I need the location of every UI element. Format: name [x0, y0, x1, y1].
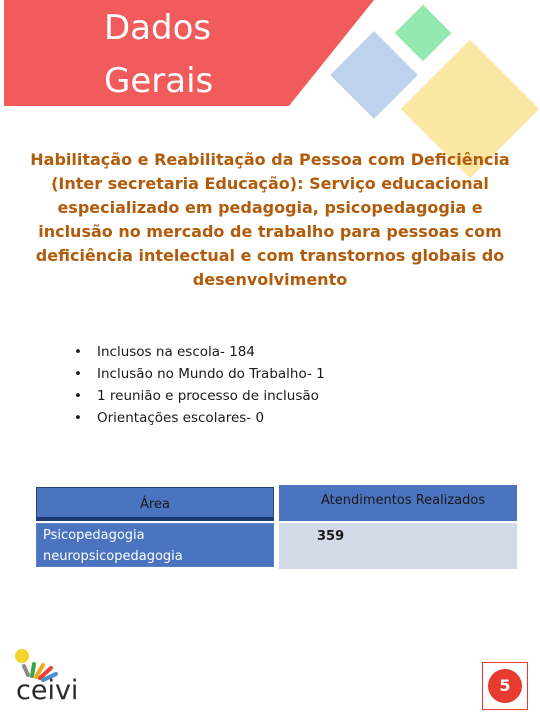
table-header-area-label: Área	[140, 497, 170, 512]
area-line1: Psicopedagogia	[43, 528, 145, 543]
table-header-atendimentos-label: Atendimentos Realizados	[321, 493, 486, 508]
table-header-area	[36, 487, 274, 521]
area-line2: neuropsicopedagogia	[43, 549, 183, 564]
table-cell-value-text: 359	[317, 529, 345, 544]
section-heading: Habilitação e Reabilitação da Pessoa com Deficiência (Inter secretaria Educação): Serviço educacional especializado em pedagogia, psicopedagogia e inclusão no mercado de trabalho para pessoas com deficiência intelectual e com transtornos globais do desenvolvimento	[30, 150, 510, 289]
bullet-item: • Inclusão no Mundo do Trabalho- 1	[74, 363, 325, 385]
page-number: 5	[488, 669, 522, 703]
page-title-line1: Dados	[104, 8, 212, 48]
bullet-item: • Orientações escolares- 0	[74, 407, 325, 429]
bullet-item: • 1 reunião e processo de inclusão	[74, 385, 325, 407]
logo-text: ceivi	[16, 675, 79, 706]
page-number-box	[482, 662, 528, 710]
table-cell-value	[279, 523, 517, 569]
decorative-green-diamond	[395, 5, 452, 62]
table-header-atendimentos	[279, 485, 517, 521]
table-cell-area-text	[43, 525, 183, 567]
bullet-item: • Inclusos na escola- 184	[74, 341, 325, 363]
table-cell-area	[36, 523, 274, 567]
bullet-list	[74, 341, 325, 429]
page-title-line2: Gerais	[104, 61, 214, 101]
